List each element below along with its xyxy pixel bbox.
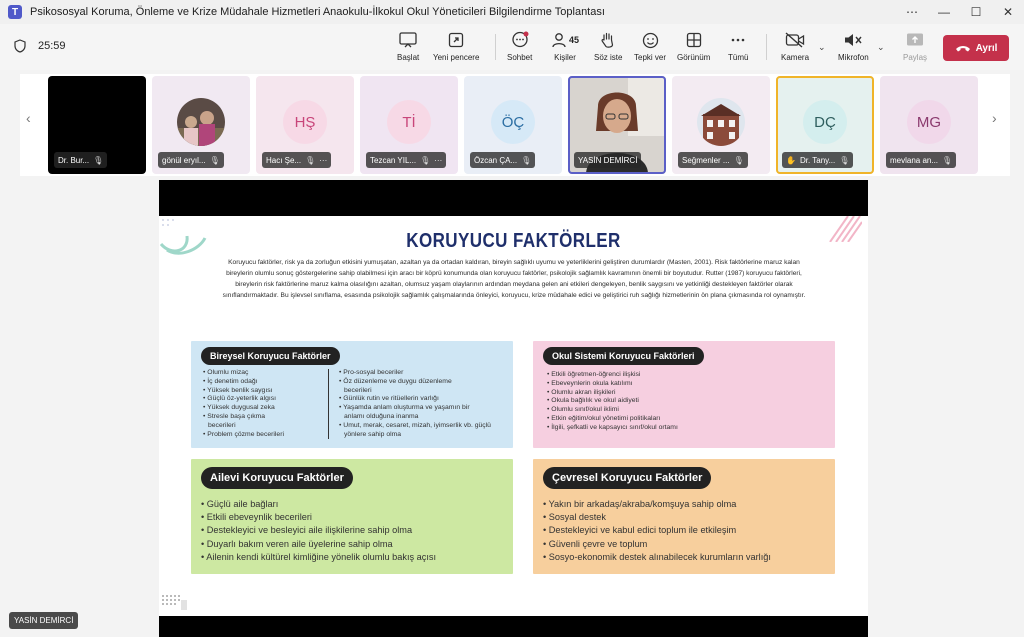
strip-prev-chevron-icon[interactable]: ‹ bbox=[26, 110, 31, 126]
box-title: Okul Sistemi Koruyucu Faktörleri bbox=[543, 347, 704, 365]
presentation-icon bbox=[399, 32, 417, 48]
participant-tile[interactable]: ÖÇ Özcan ÇA... 🎙︎ bbox=[464, 76, 562, 174]
leave-label: Ayrıl bbox=[975, 42, 998, 54]
mic-off-icon: 🎙︎ bbox=[839, 155, 850, 165]
more-options-icon[interactable]: ⋯ bbox=[906, 5, 918, 19]
more-button[interactable]: Tümü bbox=[728, 30, 748, 68]
mic-off-icon: 🎙︎ bbox=[209, 155, 220, 165]
participant-tile[interactable]: HŞ Hacı Şe... 🎙︎ ⋯ bbox=[256, 76, 354, 174]
decorative-dots-icon bbox=[161, 594, 187, 610]
window-title: Psikososyal Koruma, Önleme ve Krize Müdahale Hizmetleri Anaokulu-İlkokul Okul Yöneticileri Bilgilendirme Toplantası bbox=[30, 6, 605, 18]
environment-factors-list: • Yakın bir arkadaş/akraba/komşuya sahip olma • Sosyal destek • Destekleyici ve kabul edici toplum ile etkileşim • Güvenli çevre ve toplum • Sosyo-ekonomik destek alınabilecek kurumların varlığı bbox=[543, 498, 831, 564]
mic-off-icon: 🎙︎ bbox=[942, 155, 953, 165]
slide-paragraph: Koruyucu faktörler, risk ya da zorluğun etkisini yumuşatan, azaltan ya da ortadan kaldıran, bireyin sağlıklı uyumu ve yeterliklerini geliştiren durumlardır (Masten, 2001). Risk faktörlerine maruz kalan bireylerin olumlu sonuç göstergelerine sahip olabilmesi için aracı bir köprü konumunda olan koruyucu faktörler, psikolojik sağlamlık kavramının önemli bir boyutudur. Rutter (1987) koruyucu faktörleri, bireylerin risk faktörlerine maruz kalma olasılığını azaltan, olumsuz yaşam olaylarının ardından meydana gelen ani etkileri dengeleyen, benlik saygısını ve yetkinliği destekleyen faktörler olarak sınıflandırmaktadır. Bu işlevsel sınıflama, esasında psikolojik sağlamlık çalışmalarında önleyici, koruyucu, krize müdahale edici ve geliştirici ruh sağlığı hizmetlerinin ön plana çıkmasında rol oynamıştır. bbox=[222, 259, 806, 299]
mic-off-icon: 🎙︎ bbox=[93, 155, 104, 165]
mic-off-icon: 🎙︎ bbox=[733, 155, 744, 165]
close-button[interactable]: ✕ bbox=[1002, 5, 1014, 19]
individual-factors-list-1: • Olumlu mizaç • İç denetim odağı • Yüksek benlik saygısı • Güçlü öz-yeterlik algısı • Yüksek duygusal zeka • Stresle başa çıkma becerileri • Problem çözme becerileri bbox=[203, 369, 327, 439]
grid-icon bbox=[686, 32, 702, 48]
box-title: Bireysel Koruyucu Faktörler bbox=[201, 347, 340, 365]
presenter-name-label: YASİN DEMİRCİ bbox=[9, 612, 78, 629]
speaker-mute-icon bbox=[843, 32, 863, 48]
more-icon[interactable]: ⋯ bbox=[434, 155, 443, 165]
family-factors-list: • Güçlü aile bağları • Etkili ebeveynlik becerileri • Destekleyici ve besleyici aile ilişkilerine sahip olma • Duyarlı bakım veren aile üyelerine sahip olma • Ailenin kendi kültürel kimliğine yönelik olumlu bakış açısı bbox=[201, 498, 509, 564]
raise-hand-button[interactable]: Söz iste bbox=[594, 30, 622, 68]
camera-button[interactable]: Kamera bbox=[781, 30, 809, 68]
participant-photo bbox=[697, 98, 745, 146]
column-divider bbox=[328, 369, 329, 439]
mic-off-icon: 🎙︎ bbox=[420, 155, 431, 165]
strip-next-chevron-icon[interactable]: › bbox=[992, 110, 997, 126]
mic-button[interactable]: Mikrofon bbox=[838, 30, 869, 68]
raised-hand-icon: ✋ bbox=[786, 155, 796, 165]
people-icon bbox=[551, 32, 567, 48]
avatar: HŞ bbox=[283, 100, 327, 144]
mic-off-icon: 🎙︎ bbox=[305, 155, 316, 165]
avatar: DÇ bbox=[803, 100, 847, 144]
shared-screen-slide bbox=[159, 180, 868, 637]
people-count: 45 bbox=[569, 35, 580, 45]
environment-factors-box bbox=[533, 459, 835, 574]
letterbox-top bbox=[159, 180, 868, 216]
participant-photo bbox=[177, 98, 225, 146]
individual-factors-list-2: • Pro-sosyal beceriler • Öz düzenleme ve duygu düzenleme becerileri • Günlük rutin ve ritüellerin varlığı • Yaşamda anlam oluşturma ve yaşamın bir anlamı olduğuna inanma • Umut, merak, cesaret, mizah, iyimserlik vb. güçlü yönlere sahip olma bbox=[339, 369, 507, 439]
leave-button[interactable] bbox=[943, 35, 1009, 61]
camera-options-chevron-icon[interactable]: ⌄ bbox=[818, 42, 826, 52]
window-controls bbox=[896, 0, 1024, 24]
maximize-button[interactable]: ☐ bbox=[970, 5, 982, 19]
family-factors-box bbox=[191, 459, 513, 574]
popout-icon bbox=[448, 32, 464, 48]
box-title: Çevresel Koruyucu Faktörler bbox=[543, 467, 711, 489]
letterbox-bottom bbox=[159, 616, 868, 637]
participant-tile[interactable]: Dr. Bur... 🎙︎ bbox=[48, 76, 146, 174]
more-dots-icon bbox=[730, 32, 746, 48]
school-factors-box bbox=[533, 341, 835, 448]
avatar: ÖÇ bbox=[491, 100, 535, 144]
title-bar bbox=[0, 0, 1024, 24]
shield-icon[interactable] bbox=[14, 39, 26, 53]
minimize-button[interactable]: — bbox=[938, 5, 950, 19]
participant-tile[interactable]: Seğmenler ... 🎙︎ bbox=[672, 76, 770, 174]
school-factors-list: • Etkili öğretmen-öğrenci ilişkisi • Ebeveynlerin okula katılımı • Olumlu akran ilişkileri • Okula bağlılık ve okul aidiyeti • Olumlu sınıf/okul iklimi • Etkin eğitim/okul yönetimi politikaları • İlgili, şefkatli ve kapsayıcı sınıf/okul ortamı bbox=[547, 371, 827, 433]
decorative-stripes-icon bbox=[828, 216, 862, 242]
chat-icon bbox=[511, 31, 529, 49]
participant-tile[interactable]: gönül eryıl... 🎙︎ bbox=[152, 76, 250, 174]
slide-title: KORUYUCU FAKTÖRLER bbox=[406, 230, 621, 252]
share-icon bbox=[906, 32, 924, 48]
participant-tile[interactable]: Tİ Tezcan YIL... 🎙︎ ⋯ bbox=[360, 76, 458, 174]
hand-icon bbox=[600, 31, 616, 49]
smiley-icon bbox=[642, 32, 659, 49]
avatar: Tİ bbox=[387, 100, 431, 144]
box-title: Ailevi Koruyucu Faktörler bbox=[201, 467, 353, 489]
participant-strip bbox=[20, 74, 1010, 176]
start-button[interactable]: Başlat bbox=[397, 30, 419, 68]
chat-button[interactable]: Sohbet bbox=[507, 30, 532, 68]
new-window-button[interactable]: Yeni pencere bbox=[433, 30, 479, 68]
mic-off-icon: 🎙︎ bbox=[521, 155, 532, 165]
decorative-swirl-icon bbox=[159, 216, 219, 256]
view-button[interactable]: Görünüm bbox=[677, 30, 710, 68]
participant-tile[interactable]: MG mevlana an... 🎙︎ bbox=[880, 76, 978, 174]
camera-off-icon bbox=[785, 32, 805, 48]
participant-tile-active-speaker[interactable]: YASİN DEMİRCİ bbox=[568, 76, 666, 174]
avatar: MG bbox=[907, 100, 951, 144]
phone-hangup-icon bbox=[955, 44, 971, 53]
meeting-toolbar bbox=[0, 24, 1024, 70]
mic-options-chevron-icon[interactable]: ⌄ bbox=[877, 42, 885, 52]
react-button[interactable]: Tepki ver bbox=[634, 30, 666, 68]
people-button[interactable]: 45 Kişiler bbox=[551, 30, 579, 68]
more-icon[interactable]: ⋯ bbox=[319, 155, 328, 165]
meeting-timer: 25:59 bbox=[38, 40, 66, 52]
participant-tile-hand-raised[interactable]: DÇ ✋ Dr. Tany... 🎙︎ bbox=[776, 76, 874, 174]
individual-factors-box bbox=[191, 341, 513, 448]
share-button[interactable]: Paylaş bbox=[903, 30, 927, 68]
teams-logo-icon: T bbox=[8, 5, 22, 19]
